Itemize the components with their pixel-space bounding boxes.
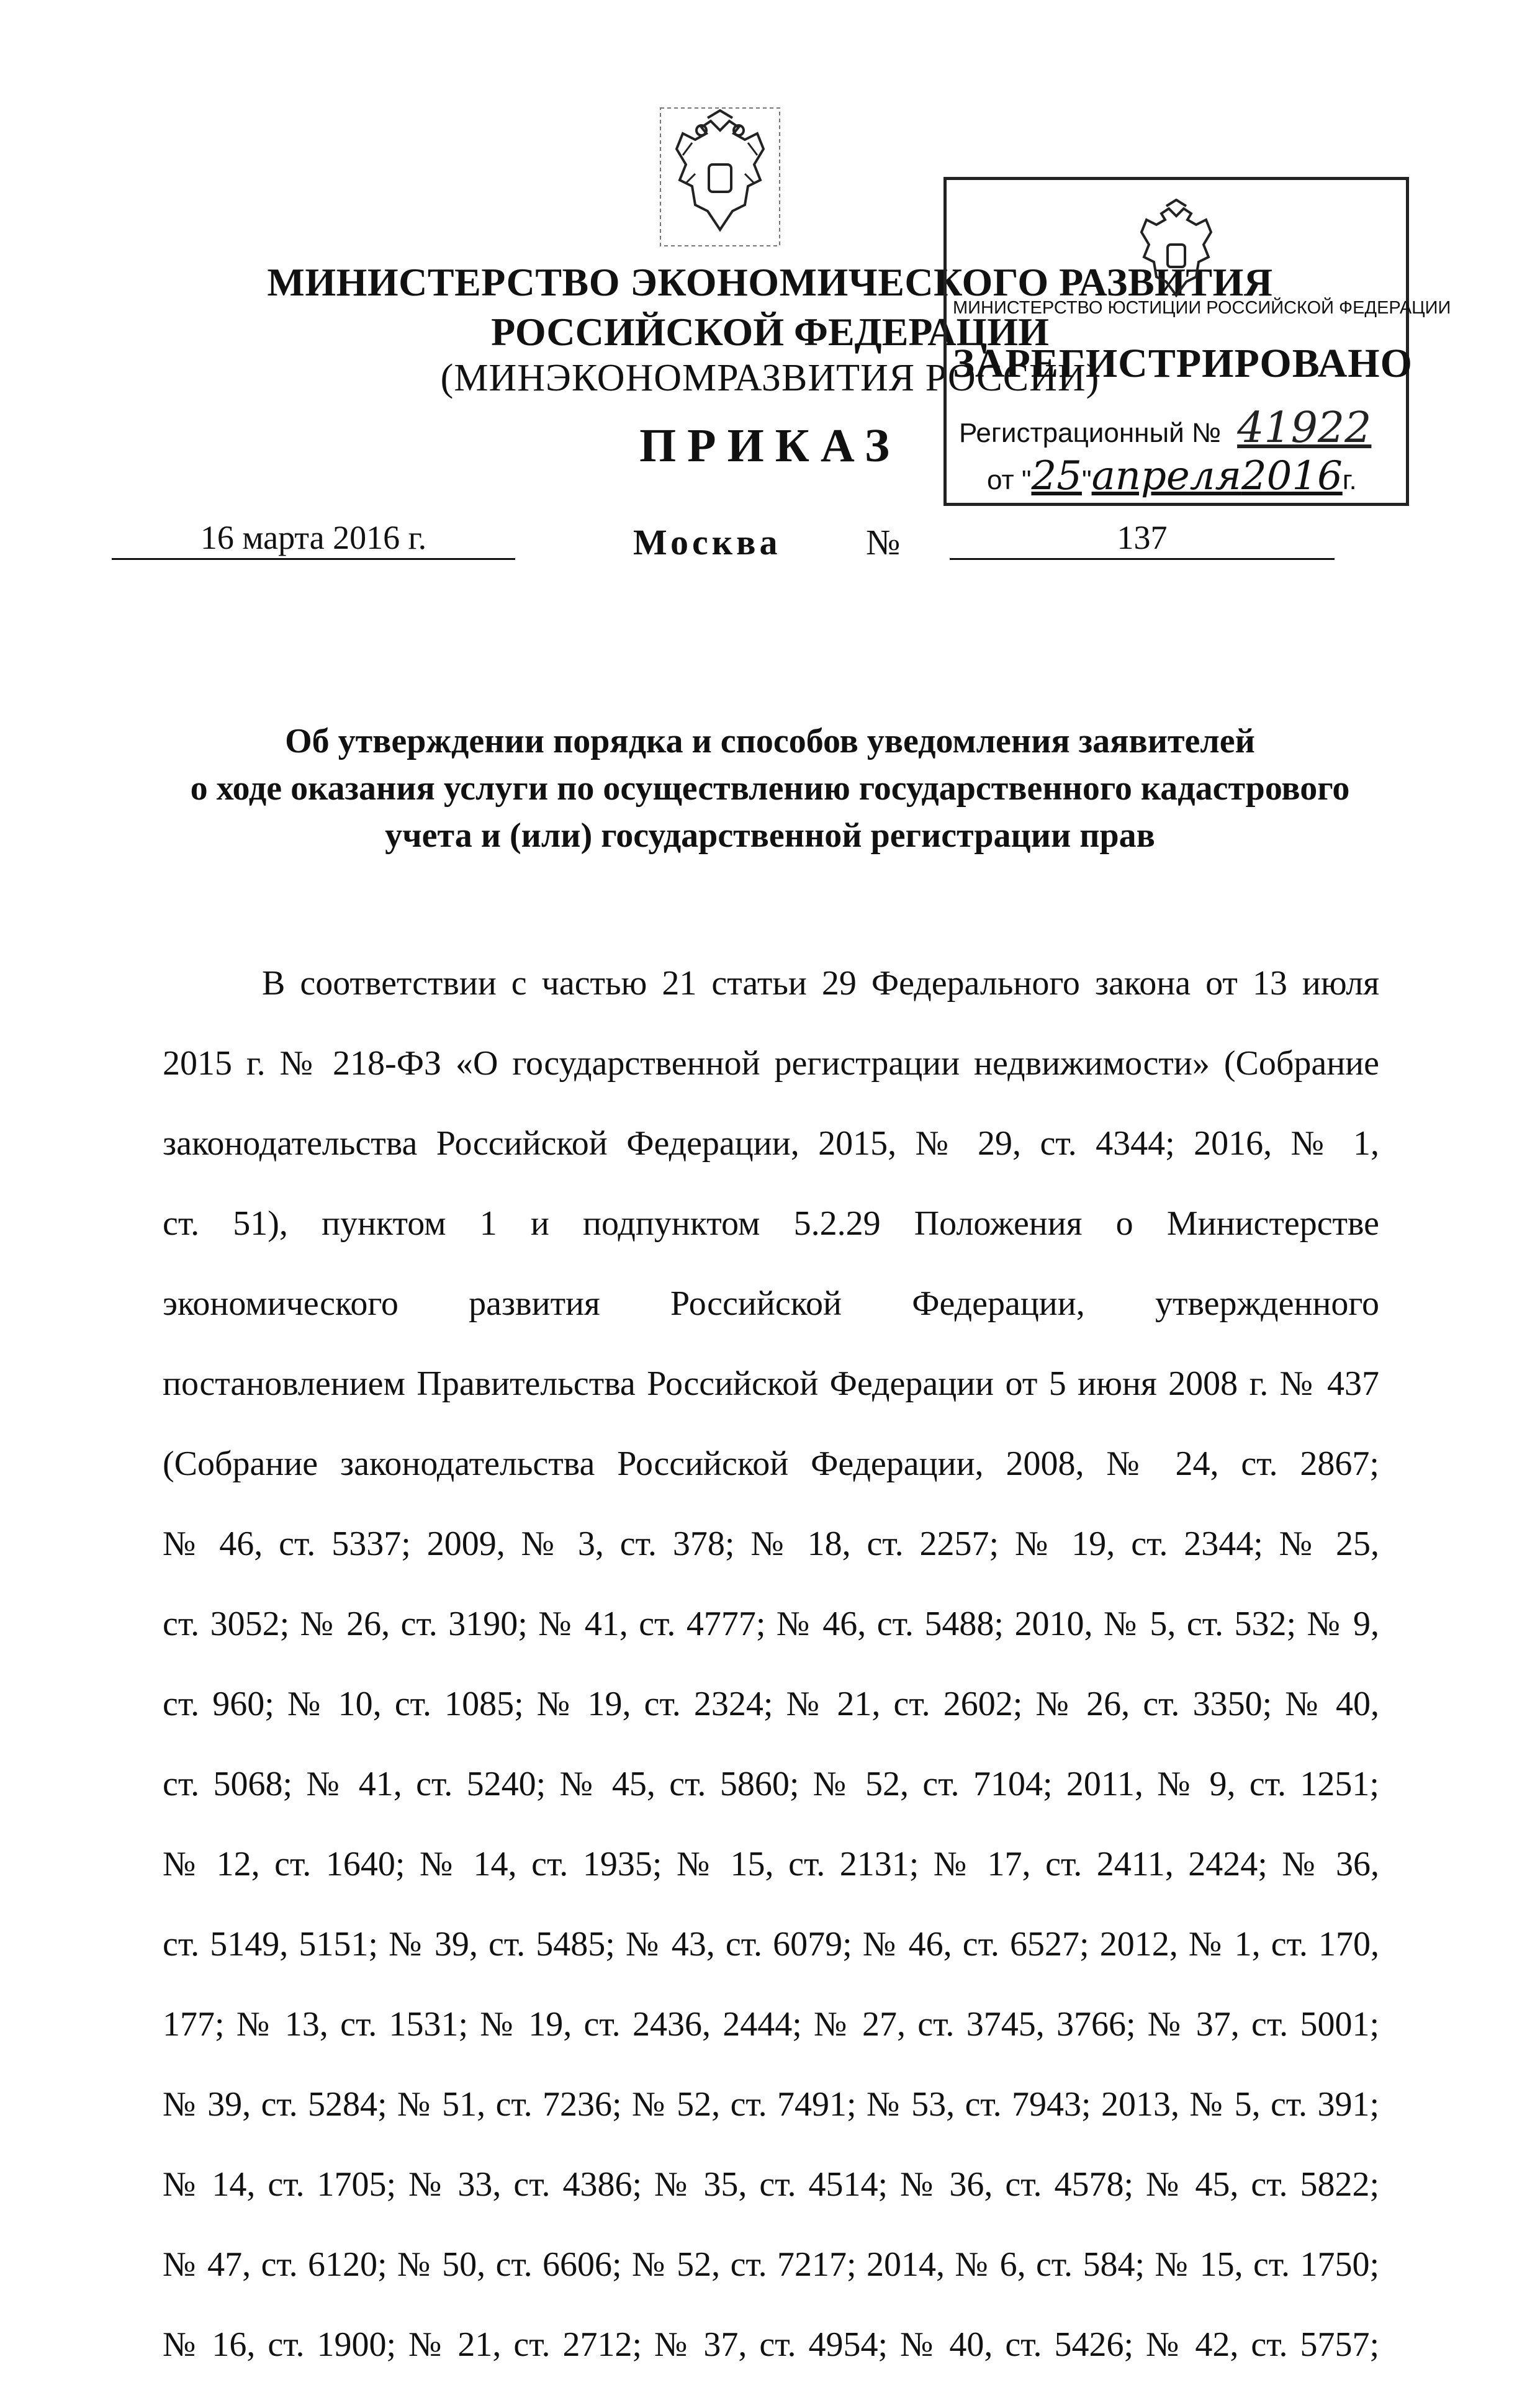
stamp-coat-of-arms-icon [1127, 199, 1226, 298]
subject-line-2: о ходе оказания услуги по осуществлению государственного кадастрового [190, 769, 1350, 808]
subject-line-1: Об утверждении порядка и способов уведомления заявителей [285, 722, 1255, 760]
body-line: экономического развития Российской Федерации, утвержденного [163, 1284, 1379, 1323]
stamp-ministry-name: МИНИСТЕРСТВО ЮСТИЦИИ РОССИЙСКОЙ ФЕДЕРАЦИИ [953, 298, 1451, 318]
body-line: № 14, ст. 1705; № 33, ст. 4386; № 35, ст. 4514; № 36, ст. 4578; № 45, ст. 5822; [163, 2165, 1379, 2204]
stamp-date-row [987, 453, 1357, 499]
ministry-name-line-1: МИНИСТЕРСТВО ЭКОНОМИЧЕСКОГО РАЗВИТИЯ [267, 260, 1273, 304]
body-line: постановлением Правительства Российской Федерации от 5 июня 2008 г. № 437 [163, 1364, 1379, 1403]
stamp-registration-number-row [959, 404, 1371, 453]
subject-line-3: учета и (или) государственной регистрации прав [385, 816, 1155, 855]
body-line: 177; № 13, ст. 1531; № 19, ст. 2436, 2444; № 27, ст. 3745, 3766; № 37, ст. 5001; [163, 2005, 1379, 2044]
body-line: № 47, ст. 6120; № 50, ст. 6606; № 52, ст. 7217; 2014, № 6, ст. 584; № 15, ст. 1750; [163, 2245, 1379, 2284]
body-line: ст. 960; № 10, ст. 1085; № 19, ст. 2324; № 21, ст. 2602; № 26, ст. 3350; № 40, [163, 1685, 1379, 1723]
ministry-abbreviation: (МИНЭКОНОМРАЗВИТИЯ РОССИИ) [440, 357, 1100, 399]
registration-stamp [943, 177, 1451, 506]
stamp-date-month: апреля [1091, 453, 1241, 499]
order-number-sign: № [866, 522, 901, 562]
coat-of-arms-icon [658, 106, 782, 248]
order-city: Москва [633, 522, 781, 562]
body-text [163, 944, 1379, 2385]
body-line: № 12, ст. 1640; № 14, ст. 1935; № 15, ст. 2131; № 17, ст. 2411, 2424; № 36, [163, 1845, 1379, 1883]
body-line: ст. 3052; № 26, ст. 3190; № 41, ст. 4777; № 46, ст. 5488; 2010, № 5, ст. 532; № 9, [163, 1605, 1379, 1643]
body-line: № 39, ст. 5284; № 51, ст. 7236; № 52, ст. 7491; № 53, ст. 7943; 2013, № 5, ст. 391; [163, 2085, 1379, 2124]
stamp-date-prefix: от " [987, 465, 1032, 495]
stamp-registered-label: ЗАРЕГИСТРИРОВАНО [953, 341, 1413, 386]
ministry-name-line-2: РОССИЙСКОЙ ФЕДЕРАЦИИ [491, 310, 1049, 354]
order-number: 137 [950, 518, 1335, 560]
body-line: 2015 г. № 218-ФЗ «О государственной регистрации недвижимости» (Собрание [163, 1044, 1379, 1083]
document-type-title: ПРИКАЗ [639, 420, 901, 472]
stamp-date-day: 25 [1031, 453, 1082, 499]
stamp-registration-number: 41922 [1237, 404, 1372, 453]
body-line: законодательства Российской Федерации, 2015, № 29, ст. 4344; 2016, № 1, [163, 1124, 1379, 1163]
body-line: № 46, ст. 5337; 2009, № 3, ст. 378; № 18, ст. 2257; № 19, ст. 2344; № 25, [163, 1525, 1379, 1563]
body-line: ст. 5149, 5151; № 39, ст. 5485; № 43, ст. 6079; № 46, ст. 6527; 2012, № 1, ст. 170, [163, 1925, 1379, 1963]
body-line: (Собрание законодательства Российской Федерации, 2008, № 24, ст. 2867; [163, 1445, 1379, 1483]
stamp-date-quote: " [1081, 465, 1092, 495]
body-line: ст. 5068; № 41, ст. 5240; № 45, ст. 5860; № 52, ст. 7104; 2011, № 9, ст. 1251; [163, 1765, 1379, 1803]
body-line: В соответствии с частью 21 статьи 29 Федерального закона от 13 июля [262, 964, 1379, 1003]
order-date: 16 марта 2016 г. [112, 518, 515, 560]
stamp-date-end: г. [1342, 465, 1357, 495]
stamp-date-year: 2016 [1241, 453, 1343, 499]
stamp-registration-number-label: Регистрационный № [959, 418, 1222, 448]
body-line: ст. 51), пунктом 1 и подпунктом 5.2.29 Положения о Министерстве [163, 1204, 1379, 1243]
body-line: № 16, ст. 1900; № 21, ст. 2712; № 37, ст. 4954; № 40, ст. 5426; № 42, ст. 5757; [163, 2325, 1379, 2364]
